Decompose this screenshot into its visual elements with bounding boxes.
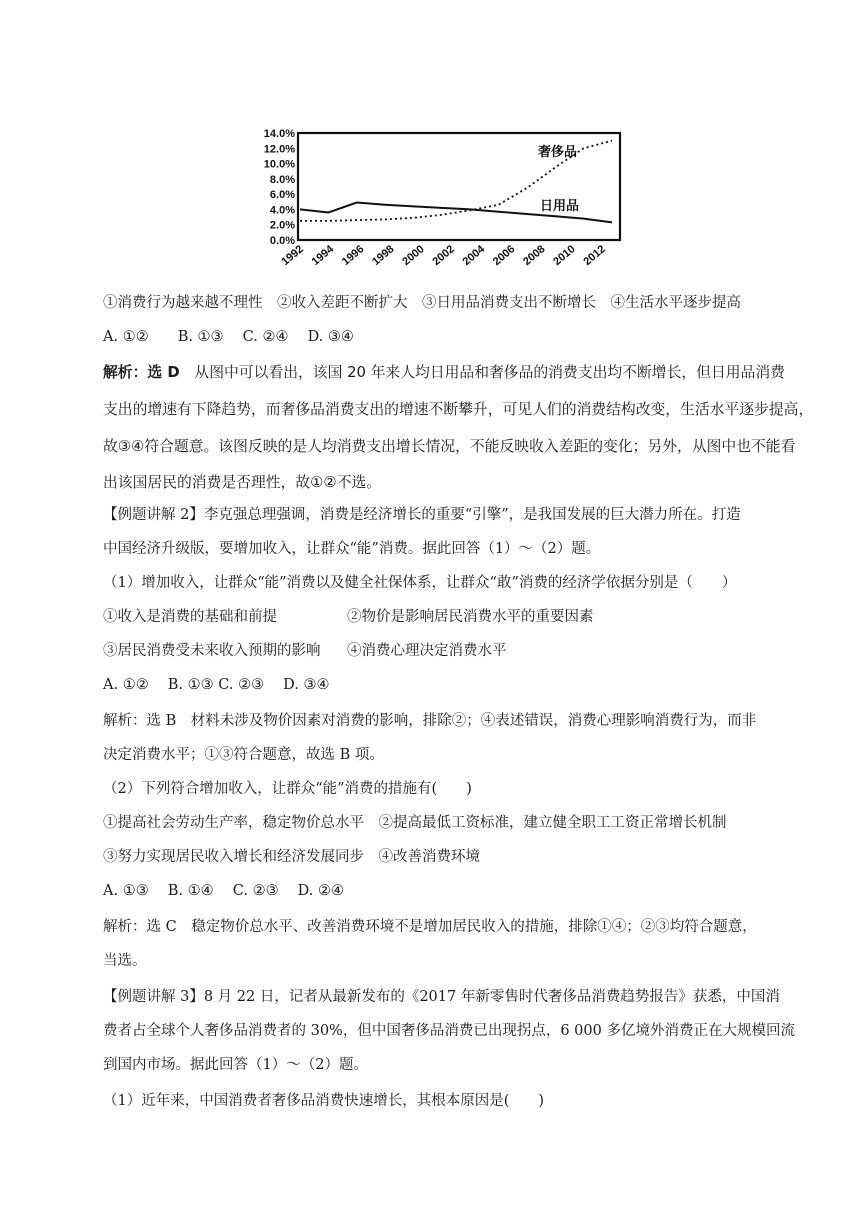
example-3-line-1: 【例题讲解 3】8 月 22 日，记者从最新发布的《2017 年新零售时代奢侈品消费趋势报告》获悉，中国消 [103,989,780,1005]
x-tick-label: 1998 [370,243,397,269]
analysis-line-1 [103,356,793,390]
x-tick-label: 1994 [309,243,337,269]
example-3-question-1: （1）近年来，中国消费者奢侈品消费快速增长，其根本原因是( ) [103,1093,545,1109]
x-tick-label: 2002 [430,243,457,269]
x-tick-label: 2004 [460,243,488,269]
line-chart-svg [250,125,630,283]
question-1-analysis-2: 决定消费水平；①③符合题意，故选 B 项。 [103,747,384,763]
x-tick-label: 2012 [581,243,608,269]
series-label-0: 奢侈品 [538,145,578,160]
y-tick-label: 0.0% [269,235,295,247]
question-2-analysis-1: 解析：选 C 稳定物价总水平、改善消费环境不是增加居民收入的措施，排除①④；②③均符合题意， [103,919,757,935]
y-tick-label: 14.0% [263,128,295,140]
analysis-answer: 解析：选 D [103,364,180,381]
y-tick-label: 12.0% [263,143,295,156]
question-2-options-3-4: ③努力实现居民收入增长和经济发展同步 ④改善消费环境 [103,849,480,865]
example-3-line-2: 费者占全球个人奢侈品消费者的 30%，但中国奢侈品消费已出现拐点，6 000 多亿境外消费正在大规模回流 [103,1023,795,1039]
question-choices: A. ①② B. ①③ C. ②④ D. ③④ [103,329,354,345]
example-2-line-2: 中国经济升级版，要增加收入，让群众“能”消费。据此回答（1）～（2）题。 [103,541,601,557]
x-tick-label: 2008 [521,243,548,269]
question-1-option-4: ④消费心理决定消费水平 [347,643,507,659]
question-2: （2）下列符合增加收入，让群众“能”消费的措施有( ) [103,781,472,797]
x-tick-label: 2010 [551,243,578,269]
analysis-text: 从图中可以看出，该国 20 年来人均日用品和奢侈品的消费支出均不断增长，但日用品消费 [179,364,785,381]
question-2-options-1-2: ①提高社会劳动生产率，稳定物价总水平 ②提高最低工资标准，建立健全职工工资正常增长机制 [103,815,727,831]
y-tick-label: 2.0% [269,219,295,232]
y-tick-label: 10.0% [263,158,295,171]
question-1: （1）增加收入，让群众“能”消费以及健全社保体系，让群众“敢”消费的经济学依据分别是（ ） [103,575,737,591]
example-2-line-1: 【例题讲解 2】李克强总理强调，消费是经济增长的重要“引擎”，是我国发展的巨大潜力所在。打造 [103,507,741,523]
x-tick-label: 2000 [400,243,427,269]
question-1-option-3: ③居民消费受未来收入预期的影响 [103,643,321,659]
x-tick-label: 1996 [339,243,367,269]
y-tick-label: 6.0% [269,189,295,202]
x-tick-label: 2006 [490,243,518,269]
x-tick-label: 1992 [279,243,306,269]
question-options: ①消费行为越来越不理性 ②收入差距不断扩大 ③日用品消费支出不断增长 ④生活水平逐步提高 [103,295,741,311]
analysis-line-2: 支出的增速有下降趋势，而奢侈品消费支出的增速不断攀升，可见人们的消费结构改变，生活水平逐步提高， [103,401,814,418]
question-1-analysis-1: 解析：选 B 材料未涉及物价因素对消费的影响，排除②；④表述错误，消费心理影响消费行为，而非 [103,713,757,729]
analysis-line-3: 故③④符合题意。该图反映的是人均消费支出增长情况，不能反映收入差距的变化；另外，从图中也不能看 [103,438,796,455]
example-3-line-3: 到国内市场。据此回答（1）～（2）题。 [103,1057,368,1073]
question-1-option-1: ①收入是消费的基础和前提 [103,609,277,625]
analysis-line-4: 出该国居民的消费是否理性，故①②不选。 [103,474,382,491]
y-tick-label: 8.0% [269,173,295,186]
y-tick-label: 4.0% [269,204,295,217]
question-1-choices: A. ①② B. ①③ C. ②③ D. ③④ [103,677,330,693]
consumption-chart [250,125,630,283]
question-2-analysis-2: 当选。 [103,953,147,969]
question-2-choices: A. ①③ B. ①④ C. ②③ D. ②④ [103,883,345,899]
question-1-option-2: ②物价是影响居民消费水平的重要因素 [347,609,594,625]
series-label-1: 日用品 [540,199,580,214]
